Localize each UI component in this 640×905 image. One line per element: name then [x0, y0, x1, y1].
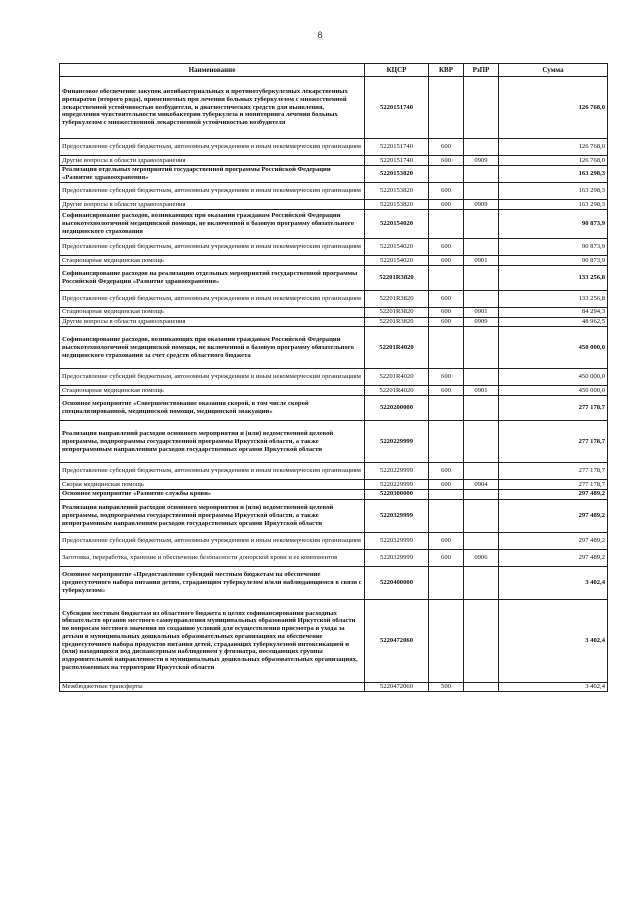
row-kvr-cell: 600	[429, 549, 464, 566]
row-rzpr-cell	[464, 369, 499, 386]
row-kvr-cell	[429, 265, 464, 290]
row-kvr-cell: 600	[429, 532, 464, 549]
row-sum-cell: 450 000,0	[499, 369, 608, 386]
row-kcsr-cell: 5220300000	[365, 489, 429, 499]
row-kcsr-cell: 5220400000	[365, 566, 429, 599]
row-sum-cell: 90 873,9	[499, 256, 608, 266]
table-row	[60, 421, 608, 463]
row-kvr-cell	[429, 210, 464, 239]
table-row	[60, 532, 608, 549]
row-kvr-cell: 600	[429, 239, 464, 256]
table-row	[60, 369, 608, 386]
table-row	[60, 183, 608, 200]
row-name-cell: Другие вопросы в области здравоохранения	[60, 200, 365, 210]
table-row	[60, 77, 608, 139]
table-row	[60, 549, 608, 566]
row-name-cell: Предоставление субсидий бюджетным, автономным учреждениям и иным некоммерческим организациям	[60, 139, 365, 156]
row-rzpr-cell	[464, 265, 499, 290]
table-row	[60, 327, 608, 369]
row-kvr-cell	[429, 77, 464, 139]
row-rzpr-cell	[464, 682, 499, 692]
table-row	[60, 265, 608, 290]
row-rzpr-cell: 0909	[464, 156, 499, 166]
row-kvr-cell	[429, 421, 464, 463]
table-body	[60, 77, 608, 692]
row-kcsr-cell: 5220151740	[365, 156, 429, 166]
row-sum-cell: 277 178,7	[499, 463, 608, 480]
row-name-cell: Основное мероприятие «Предоставление субсидий местным бюджетам на обеспечение среднесуточного набора питания детям, страдающим туберкулезом и/или наблюдающимся в связи с туберкулезом»	[60, 566, 365, 599]
row-name-cell: Основное мероприятие «Совершенствование оказания скорой, в том числе скорой специализированной, медицинской помощи, медицинской эвакуации»	[60, 396, 365, 421]
row-name-cell: Предоставление субсидий бюджетным, автономным учреждениям и иным некоммерческим организациям	[60, 369, 365, 386]
row-rzpr-cell	[464, 139, 499, 156]
row-kvr-cell: 600	[429, 156, 464, 166]
row-sum-cell: 163 298,3	[499, 165, 608, 183]
row-kvr-cell: 600	[429, 480, 464, 490]
row-sum-cell: 277 178,7	[499, 421, 608, 463]
table-row	[60, 566, 608, 599]
row-rzpr-cell: 0909	[464, 317, 499, 327]
row-name-cell: Стационарная медицинская помощь	[60, 256, 365, 266]
row-name-cell: Предоставление субсидий бюджетным, автономным учреждениям и иным некоммерческим организациям	[60, 239, 365, 256]
row-sum-cell: 277 178,7	[499, 480, 608, 490]
row-sum-cell: 133 256,8	[499, 265, 608, 290]
row-sum-cell: 297 489,2	[499, 532, 608, 549]
row-kvr-cell	[429, 489, 464, 499]
row-sum-cell: 3 402,4	[499, 682, 608, 692]
row-kvr-cell: 600	[429, 369, 464, 386]
row-rzpr-cell	[464, 77, 499, 139]
row-sum-cell: 90 873,9	[499, 239, 608, 256]
table-row	[60, 290, 608, 307]
row-name-cell: Предоставление субсидий бюджетным, автономным учреждениям и иным некоммерческим организациям	[60, 532, 365, 549]
row-sum-cell: 126 768,0	[499, 156, 608, 166]
row-kcsr-cell: 5220229999	[365, 480, 429, 490]
row-kvr-cell: 600	[429, 307, 464, 317]
row-kcsr-cell: 52201R4020	[365, 386, 429, 396]
row-name-cell: Реализация отдельных мероприятий государственной программы Российской Федерации «Развитие здравоохранения»	[60, 165, 365, 183]
row-rzpr-cell: 0904	[464, 480, 499, 490]
row-kcsr-cell: 5220229999	[365, 463, 429, 480]
row-kcsr-cell: 5220472060	[365, 599, 429, 682]
row-rzpr-cell	[464, 290, 499, 307]
row-kcsr-cell: 5220153820	[365, 200, 429, 210]
row-kcsr-cell: 52201R3820	[365, 307, 429, 317]
row-kvr-cell: 600	[429, 386, 464, 396]
row-kvr-cell: 600	[429, 183, 464, 200]
row-kvr-cell: 600	[429, 463, 464, 480]
row-sum-cell: 90 873,9	[499, 210, 608, 239]
row-rzpr-cell: 0901	[464, 256, 499, 266]
row-rzpr-cell	[464, 463, 499, 480]
row-kvr-cell	[429, 327, 464, 369]
header-kcsr: КЦСР	[365, 64, 429, 77]
table-row	[60, 307, 608, 317]
row-name-cell: Софинансирование расходов, возникающих при оказании гражданам Российской Федерации высокотехнологичной медицинской помощи, не включенной в базовую программу обязательного медицинского страхования	[60, 210, 365, 239]
row-kcsr-cell: 5220329999	[365, 532, 429, 549]
table-row	[60, 239, 608, 256]
row-name-cell: Софинансирование расходов, возникающих при оказании гражданам Российской Федерации высокотехнологичной медицинской помощи, не включенной в базовую программу обязательного медицинского страхования за счет средств областного бюджета	[60, 327, 365, 369]
row-name-cell: Стационарная медицинская помощь	[60, 307, 365, 317]
row-rzpr-cell	[464, 599, 499, 682]
row-name-cell: Предоставление субсидий бюджетным, автономным учреждениям и иным некоммерческим организациям	[60, 463, 365, 480]
budget-table	[59, 63, 608, 692]
table-row	[60, 480, 608, 490]
row-kvr-cell	[429, 499, 464, 532]
row-sum-cell: 297 489,2	[499, 549, 608, 566]
row-kcsr-cell: 5220153820	[365, 165, 429, 183]
row-kvr-cell: 600	[429, 317, 464, 327]
table-header-row	[60, 64, 608, 77]
row-sum-cell: 133 256,8	[499, 290, 608, 307]
row-name-cell: Другие вопросы в области здравоохранения	[60, 317, 365, 327]
table-row	[60, 386, 608, 396]
row-kcsr-cell: 5220229999	[365, 421, 429, 463]
row-kvr-cell: 600	[429, 290, 464, 307]
row-name-cell: Предоставление субсидий бюджетным, автономным учреждениям и иным некоммерческим организациям	[60, 290, 365, 307]
table-row	[60, 139, 608, 156]
row-rzpr-cell	[464, 532, 499, 549]
row-sum-cell: 3 402,4	[499, 599, 608, 682]
row-kcsr-cell: 52201R3820	[365, 290, 429, 307]
row-name-cell: Реализация направлений расходов основного мероприятия и (или) ведомственной целевой программы, подпрограммы государственной программы Иркутской области, а также непрограммным направлениям расходов государственных органов Иркутской области	[60, 421, 365, 463]
row-kcsr-cell: 5220154020	[365, 239, 429, 256]
row-sum-cell: 450 000,0	[499, 327, 608, 369]
row-name-cell: Стационарная медицинская помощь	[60, 386, 365, 396]
row-rzpr-cell	[464, 566, 499, 599]
row-kvr-cell: 600	[429, 139, 464, 156]
row-rzpr-cell	[464, 327, 499, 369]
row-rzpr-cell: 0901	[464, 386, 499, 396]
table-row	[60, 682, 608, 692]
row-rzpr-cell	[464, 421, 499, 463]
row-sum-cell: 450 000,0	[499, 386, 608, 396]
row-kvr-cell: 500	[429, 682, 464, 692]
table-row	[60, 210, 608, 239]
row-kcsr-cell: 52201R4020	[365, 369, 429, 386]
row-sum-cell: 84 294,3	[499, 307, 608, 317]
row-sum-cell: 277 178,7	[499, 396, 608, 421]
header-rzpr: РзПР	[464, 64, 499, 77]
header-sum: Сумма	[499, 64, 608, 77]
row-kcsr-cell: 5220151740	[365, 139, 429, 156]
row-kcsr-cell: 5220151740	[365, 77, 429, 139]
table-row	[60, 156, 608, 166]
row-sum-cell: 126 768,0	[499, 77, 608, 139]
row-kcsr-cell: 5220154020	[365, 256, 429, 266]
row-rzpr-cell	[464, 183, 499, 200]
table-row	[60, 396, 608, 421]
row-rzpr-cell	[464, 499, 499, 532]
table-row	[60, 200, 608, 210]
row-name-cell: Субсидии местным бюджетам из областного бюджета в целях софинансирования расходных обязательств органов местного самоуправления муниципальных образований Иркутской области по вопросам местного значения по созданию условий для осуществления присмотра и ухода за детьми в муниципальных дошкольных образовательных организациях на обеспечение среднесуточного набора продуктов питания детей, страдающих туберкулезной интоксикацией и (или) находящихся под диспансерным наблюдением у фтизиатра, посещающих группы оздоровительной направленности в муниципальных дошкольных образовательных организациях, расположенных на территории Иркутской области	[60, 599, 365, 682]
row-kvr-cell	[429, 165, 464, 183]
table-row	[60, 317, 608, 327]
row-rzpr-cell	[464, 165, 499, 183]
row-name-cell: Реализация направлений расходов основного мероприятия и (или) ведомственной целевой программы, подпрограммы государственной программы Иркутской области, а также непрограммным направлениям расходов государственных органов Иркутской области	[60, 499, 365, 532]
row-kvr-cell	[429, 599, 464, 682]
header-name: Наименование	[60, 64, 365, 77]
row-kcsr-cell: 52201R3820	[365, 317, 429, 327]
row-sum-cell: 297 489,2	[499, 489, 608, 499]
row-kcsr-cell: 52201R3820	[365, 265, 429, 290]
row-name-cell: Заготовка, переработка, хранение и обеспечение безопасности донорской крови и ее компонентов	[60, 549, 365, 566]
row-kvr-cell: 600	[429, 256, 464, 266]
table-row	[60, 599, 608, 682]
row-name-cell: Основное мероприятие «Развитие службы крови»	[60, 489, 365, 499]
row-rzpr-cell: 0909	[464, 200, 499, 210]
table-row	[60, 165, 608, 183]
row-sum-cell: 126 768,0	[499, 139, 608, 156]
row-kvr-cell	[429, 566, 464, 599]
row-kcsr-cell: 5220153820	[365, 183, 429, 200]
row-rzpr-cell	[464, 239, 499, 256]
table-row	[60, 463, 608, 480]
row-name-cell: Скорая медицинская помощь	[60, 480, 365, 490]
row-rzpr-cell: 0906	[464, 549, 499, 566]
row-sum-cell: 3 402,4	[499, 566, 608, 599]
row-name-cell: Межбюджетные трансферты	[60, 682, 365, 692]
row-kcsr-cell: 5220329999	[365, 499, 429, 532]
row-rzpr-cell	[464, 396, 499, 421]
row-rzpr-cell	[464, 210, 499, 239]
row-name-cell: Другие вопросы в области здравоохранения	[60, 156, 365, 166]
header-kvr: КВР	[429, 64, 464, 77]
row-kcsr-cell: 5220200000	[365, 396, 429, 421]
row-kcsr-cell: 5220154020	[365, 210, 429, 239]
row-rzpr-cell	[464, 489, 499, 499]
row-sum-cell: 297 489,2	[499, 499, 608, 532]
row-kvr-cell: 600	[429, 200, 464, 210]
row-kcsr-cell: 52201R4020	[365, 327, 429, 369]
row-rzpr-cell: 0901	[464, 307, 499, 317]
row-kvr-cell	[429, 396, 464, 421]
row-name-cell: Софинансирование расходов на реализацию отдельных мероприятий государственной программы Российской Федерации «Развитие здравоохранения»	[60, 265, 365, 290]
row-sum-cell: 48 962,5	[499, 317, 608, 327]
page-number: 8	[317, 30, 323, 40]
row-sum-cell: 163 298,3	[499, 200, 608, 210]
row-kcsr-cell: 5220472060	[365, 682, 429, 692]
row-name-cell: Предоставление субсидий бюджетным, автономным учреждениям и иным некоммерческим организациям	[60, 183, 365, 200]
row-sum-cell: 163 298,3	[499, 183, 608, 200]
table-row	[60, 489, 608, 499]
table-row	[60, 499, 608, 532]
row-name-cell: Финансовое обеспечение закупок антибактериальных и противотуберкулезных лекарственных препаратов (второго ряда), применяемых при лечении больных туберкулезом с множественной лекарственной устойчивостью возбудителя, и диагностических средств для выявления, определения чувствительности микобактерии туберкулеза и мониторинга лечения больных туберкулезом с множественной лекарственной устойчивостью возбудителя	[60, 77, 365, 139]
row-kcsr-cell: 5220329999	[365, 549, 429, 566]
table-row	[60, 256, 608, 266]
